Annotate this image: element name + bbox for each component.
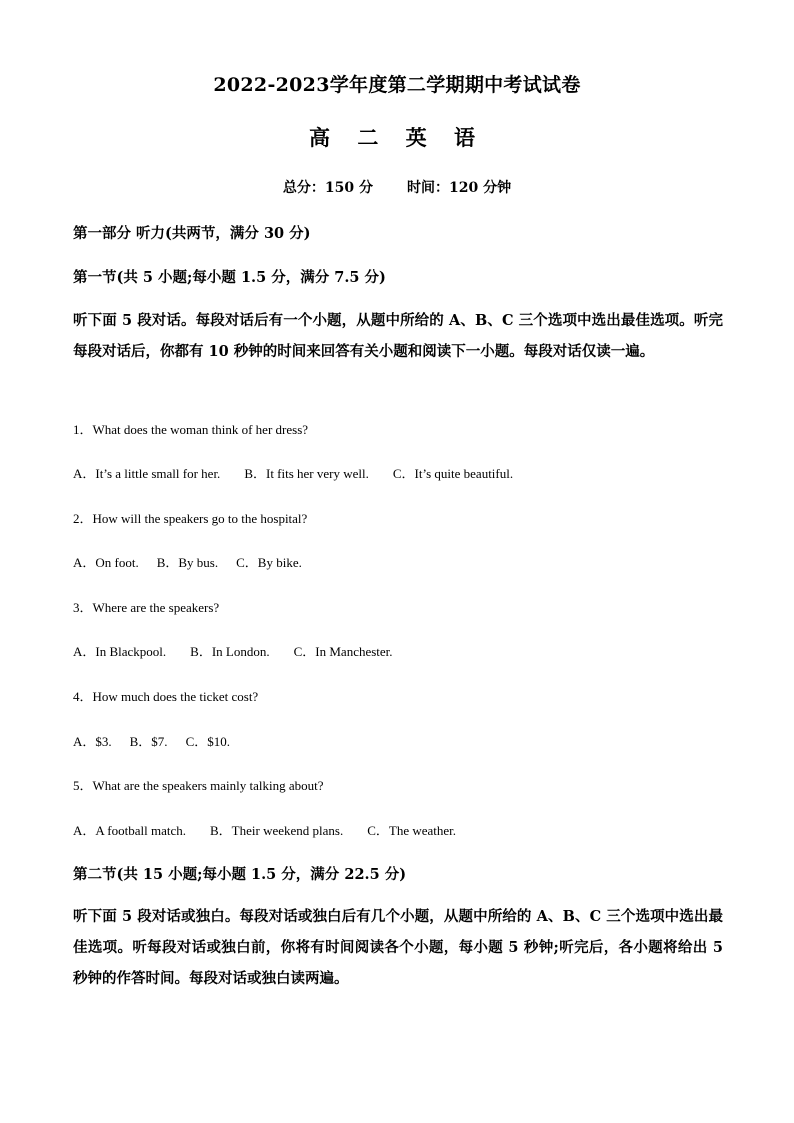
- option-c: C．By bike.: [236, 555, 302, 570]
- option-c: C．$10.: [185, 734, 230, 749]
- exam-time: 时间：120 分钟: [407, 180, 512, 196]
- option-a: A．A football match.: [73, 823, 187, 838]
- total-score: 总分：150 分: [282, 180, 373, 196]
- option-a: A．In Blackpool.: [73, 644, 167, 659]
- question-stem: 4．How much does the ticket cost?: [73, 689, 259, 704]
- question-options: [73, 552, 302, 571]
- option-a: A．It’s a little small for her.: [73, 466, 221, 481]
- option-b: B．In London.: [190, 644, 270, 659]
- option-c: C．The weather.: [367, 823, 457, 838]
- question-options: [73, 463, 513, 482]
- question-stem: 2．How will the speakers go to the hospital?: [73, 511, 308, 526]
- section1-heading: 第一节(共 5 小题;每小题 1.5 分，满分 7.5 分): [73, 269, 386, 286]
- question-stem: 5．What are the speakers mainly talking about?: [73, 778, 324, 793]
- question-options: [73, 731, 230, 750]
- option-c: C．It’s quite beautiful.: [392, 466, 514, 481]
- option-b: B．Their weekend plans.: [210, 823, 344, 838]
- exam-meta: [0, 177, 794, 197]
- section2-heading: 第二节(共 15 小题;每小题 1.5 分，满分 22.5 分): [73, 866, 407, 883]
- question-options: [73, 820, 456, 839]
- option-b: B．$7.: [129, 734, 168, 749]
- section2-instructions: 听下面 5 段对话或独白。每段对话或独白后有几个小题，从题中所给的 A、B、C 三个选项中选出最佳选项。听每段对话或独白前，你将有时间阅读各个小题，每小题 5 秒钟;听完后，各小题将给出 5 秒钟的作答时间。每段对话或独白读两遍。: [73, 908, 723, 987]
- section1-instructions: 听下面 5 段对话。每段对话后有一个小题，从题中所给的 A、B、C 三个选项中选出最佳选项。听完每段对话后，你都有 10 秒钟的时间来回答有关小题和阅读下一小题。每段对话仅读一遍。: [73, 312, 723, 360]
- question-stem: 1．What does the woman think of her dress?: [73, 422, 309, 437]
- option-b: B．It fits her very well.: [244, 466, 369, 481]
- option-a: A．On foot.: [73, 555, 139, 570]
- question-options: [73, 641, 393, 660]
- part1-heading: 第一部分 听力(共两节，满分 30 分): [73, 225, 311, 242]
- option-c: C．In Manchester.: [293, 644, 393, 659]
- question-stem: 3．Where are the speakers?: [73, 600, 220, 615]
- exam-subject: 高 二 英 语: [309, 125, 485, 150]
- option-a: A．$3.: [73, 734, 112, 749]
- option-b: B．By bus.: [156, 555, 219, 570]
- exam-title: 2022-2023学年度第二学期期中考试试卷: [213, 74, 581, 96]
